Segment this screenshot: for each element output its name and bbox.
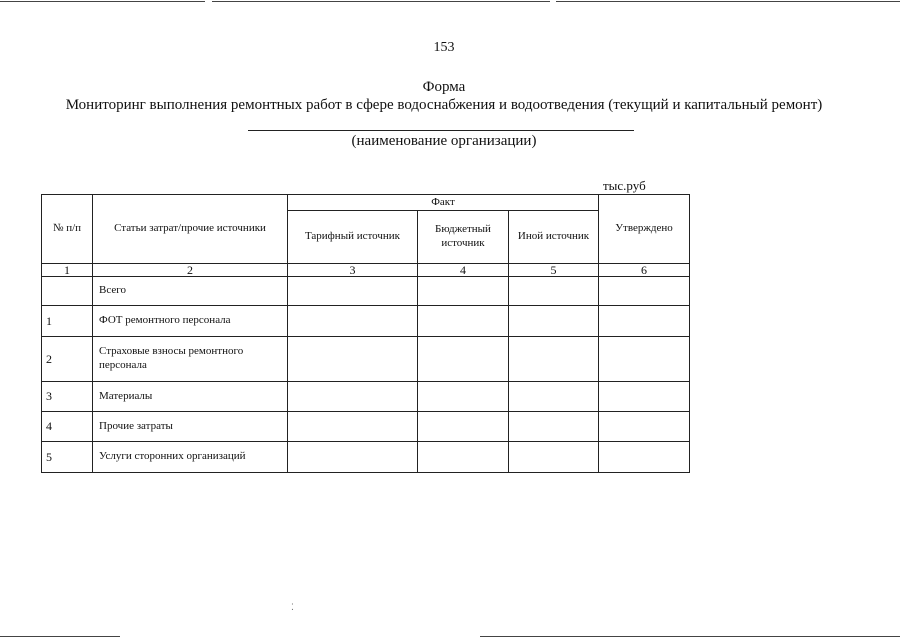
cell-tariff bbox=[288, 412, 418, 442]
cell-budget bbox=[418, 277, 509, 306]
column-number: 3 bbox=[288, 264, 418, 277]
row-number: 4 bbox=[42, 412, 93, 442]
cell-approved bbox=[599, 442, 690, 473]
row-cost-item: Прочие затраты bbox=[93, 412, 288, 442]
row-number: 3 bbox=[42, 382, 93, 412]
organization-caption: (наименование организации) bbox=[351, 133, 537, 149]
row-cost-item: Материалы bbox=[93, 382, 288, 412]
row-cost-item: ФОТ ремонтного персонала bbox=[93, 306, 288, 337]
table-row bbox=[42, 337, 690, 382]
scan-edge-line bbox=[480, 636, 900, 637]
column-number: 2 bbox=[93, 264, 288, 277]
cell-budget bbox=[418, 306, 509, 337]
cell-approved bbox=[599, 306, 690, 337]
column-number: 6 bbox=[599, 264, 690, 277]
scan-edge-line bbox=[212, 1, 550, 2]
scan-speck: ⁚ bbox=[291, 602, 294, 612]
row-number: 2 bbox=[42, 337, 93, 382]
cell-approved bbox=[599, 277, 690, 306]
cell-budget bbox=[418, 337, 509, 382]
cell-budget bbox=[418, 412, 509, 442]
table-row bbox=[42, 412, 690, 442]
form-label: Форма bbox=[422, 79, 466, 95]
scan-edge-line bbox=[0, 1, 205, 2]
table-row bbox=[42, 382, 690, 412]
table-row bbox=[42, 442, 690, 473]
page-number: 153 bbox=[433, 40, 455, 55]
cell-budget bbox=[418, 442, 509, 473]
row-number: 5 bbox=[42, 442, 93, 473]
row-number: 1 bbox=[42, 306, 93, 337]
header-approved: Утверждено bbox=[599, 195, 690, 264]
organization-name-line bbox=[248, 130, 634, 131]
header-other-source: Иной источник bbox=[509, 211, 599, 264]
table-row bbox=[42, 306, 690, 337]
header-fact: Факт bbox=[288, 195, 599, 211]
cell-approved bbox=[599, 382, 690, 412]
row-cost-item: Страховые взносы ремонтного персонала bbox=[93, 337, 288, 382]
column-numbers-row bbox=[42, 264, 690, 277]
cell-other bbox=[509, 277, 599, 306]
cell-tariff bbox=[288, 277, 418, 306]
column-number: 1 bbox=[42, 264, 93, 277]
monitoring-table bbox=[41, 194, 690, 473]
table-row-total bbox=[42, 277, 690, 306]
form-title: Мониторинг выполнения ремонтных работ в сфере водоснабжения и водоотведения (текущий и капитальный ремонт) bbox=[65, 97, 823, 113]
cell-approved bbox=[599, 412, 690, 442]
unit-label: тыс.руб bbox=[603, 178, 646, 193]
cell-other bbox=[509, 382, 599, 412]
cell-other bbox=[509, 412, 599, 442]
header-row-number: № п/п bbox=[42, 195, 93, 264]
header-budget-source: Бюджетный источник bbox=[418, 211, 509, 264]
header-tariff-source: Тарифный источник bbox=[288, 211, 418, 264]
header-cost-items: Статьи затрат/прочие источники bbox=[93, 195, 288, 264]
cell-budget bbox=[418, 382, 509, 412]
column-number: 4 bbox=[418, 264, 509, 277]
column-number: 5 bbox=[509, 264, 599, 277]
scan-edge-line bbox=[556, 1, 900, 2]
cell-tariff bbox=[288, 442, 418, 473]
row-cost-item: Услуги сторонних организаций bbox=[93, 442, 288, 473]
cell-tariff bbox=[288, 337, 418, 382]
row-number bbox=[42, 277, 93, 306]
cell-tariff bbox=[288, 382, 418, 412]
scan-edge-line bbox=[0, 636, 120, 637]
cell-other bbox=[509, 442, 599, 473]
row-cost-item: Всего bbox=[93, 277, 288, 306]
cell-approved bbox=[599, 337, 690, 382]
cell-other bbox=[509, 337, 599, 382]
cell-other bbox=[509, 306, 599, 337]
cell-tariff bbox=[288, 306, 418, 337]
